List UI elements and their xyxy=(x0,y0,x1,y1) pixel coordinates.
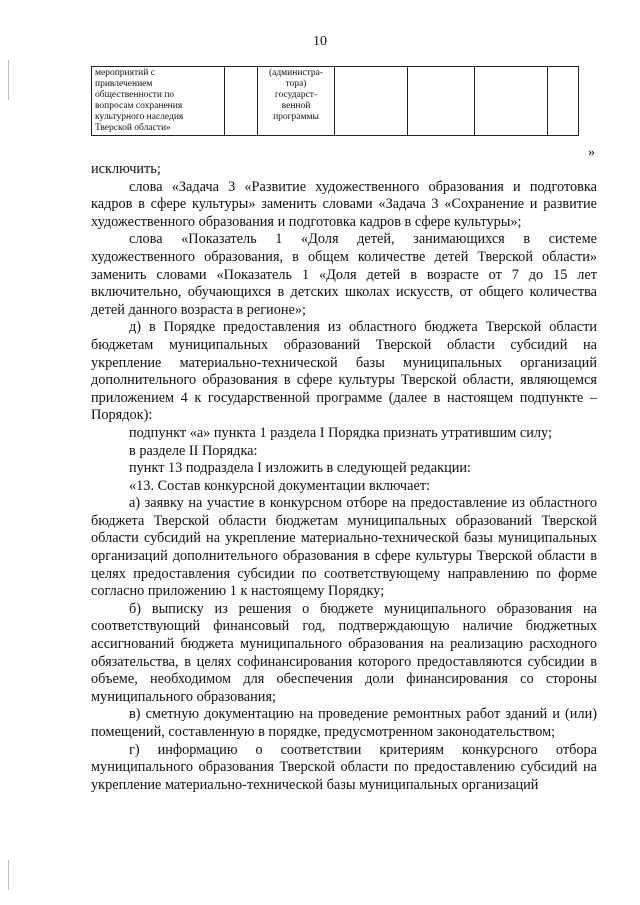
table-cell-administrator xyxy=(258,67,335,136)
paragraph: слова «Показатель 1 «Доля детей, занимающихся в системе художественного образования, в общем количестве детей Тверской области» заменить словами «Показатель 1 «Доля детей в возрасте от 7 до 15 лет включительно, обучающихся в детских школах искусств, от общего количества детей данного возраста в регионе»; xyxy=(91,231,597,318)
cell-line: мероприятий с xyxy=(95,68,155,78)
cell-line: государст- xyxy=(274,90,318,100)
paragraph: б) выписку из решения о бюджете муниципального образования на соответствующий финансовый год, подтверждающую наличие бюджетных ассигнований бюджета муниципального образования на реализацию расходного обязательства, в целях софинансирования которого предоставляются субсидии в объеме, необходимом для обеспечения доли финансирования со стороны муниципального образования; xyxy=(91,600,597,705)
paragraph: пункт 13 подраздела I изложить в следующей редакции: xyxy=(129,460,471,477)
table-row xyxy=(92,67,579,136)
paragraph: д) в Порядке предоставления из областного бюджета Тверской области бюджетам муниципальных образований Тверской области субсидий на укрепление материально-технической базы муниципальных организаций дополнительного образования в сфере культуры Тверской области, являющемся приложением 4 к государственной программе (далее в настоящем подпункте – Порядок): xyxy=(91,319,597,424)
page-number: 10 xyxy=(313,34,327,49)
paragraph: подпункт «а» пункта 1 раздела I Порядка признать утратившим силу; xyxy=(129,424,552,441)
cell-line: вопросам сохранения xyxy=(95,101,183,111)
cell-line: общественности по xyxy=(95,90,175,100)
cell-line: Тверской области» xyxy=(95,123,171,133)
cell-line: тора) xyxy=(285,79,307,89)
paragraph: слова «Задача 3 «Развитие художественного образования и подготовка кадров в сфере культуры» заменить словами «Задача 3 «Сохранение и развитие художественного образования и подготовка кадров в сфере культуры»; xyxy=(91,178,597,230)
closing-quote: » xyxy=(588,145,595,160)
scan-edge-mark xyxy=(8,860,9,890)
cell-line: венной xyxy=(281,101,311,111)
table-cell-empty xyxy=(475,67,548,136)
table-cell-description xyxy=(92,67,225,136)
paragraph: «13. Состав конкурсной документации включает: xyxy=(129,477,431,494)
cell-line: привлечением xyxy=(95,79,153,89)
table-fragment xyxy=(91,66,579,136)
paragraph: а) заявку на участие в конкурсном отборе на предоставление из областного бюджета Тверской области бюджетам муниципальных образований Тверской области субсидий на укрепление материально-технической базы муниципальных организаций дополнительного образования в сфере культуры Тверской области в целях предоставления субсидии по соответствующему направлению по форме согласно приложению 1 к настоящему Порядку; xyxy=(91,495,597,600)
table-cell-empty xyxy=(408,67,475,136)
table-cell-empty xyxy=(335,67,408,136)
scan-edge-mark xyxy=(8,60,9,100)
paragraph: г) информацию о соответствии критериям конкурсного отбора муниципального образования Тверской области по предоставлению субсидий на укрепление материально-технической базы муниципальных организаций xyxy=(91,741,597,793)
cell-line: (администра- xyxy=(268,68,324,78)
cell-line: культурного наследия xyxy=(95,112,184,122)
cell-line: программы xyxy=(273,112,319,122)
paragraph: в разделе II Порядка: xyxy=(129,442,258,459)
paragraph: исключить; xyxy=(91,161,161,177)
document-body xyxy=(91,161,597,794)
table-cell-empty xyxy=(225,67,258,136)
table-cell-empty xyxy=(548,67,579,136)
paragraph: в) сметную документацию на проведение ремонтных работ зданий и (или) помещений, составленную в порядке, предусмотренном законодательством; xyxy=(91,706,597,740)
